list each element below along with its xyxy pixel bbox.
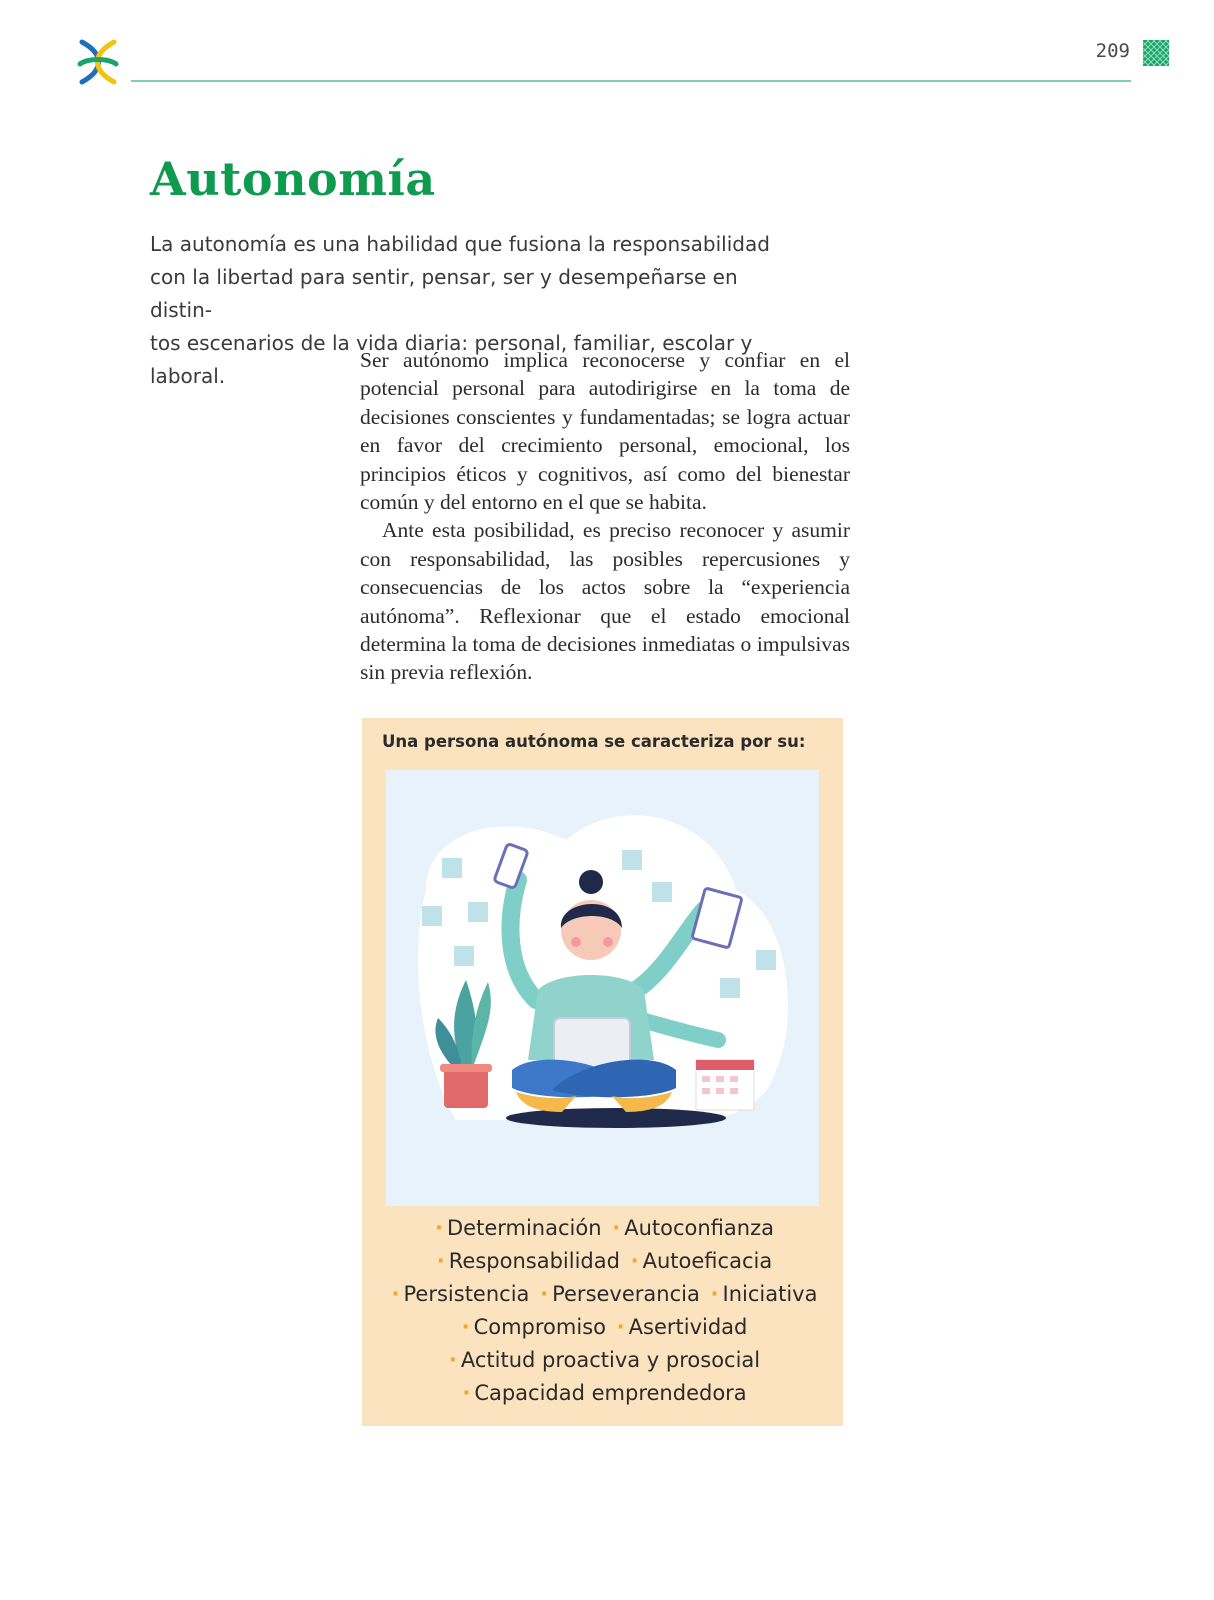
traits-box <box>362 718 843 1426</box>
bullet: · <box>612 1216 621 1240</box>
trait-item: Asertividad <box>628 1315 748 1339</box>
trait-line <box>362 1311 843 1344</box>
bullet: · <box>710 1282 719 1306</box>
trait-item: Responsabilidad <box>448 1249 620 1273</box>
trait-line <box>362 1344 843 1377</box>
trait-item: Autoconfianza <box>624 1216 774 1240</box>
trait-item: Perseverancia <box>552 1282 700 1306</box>
trait-item: Capacidad emprendedora <box>474 1381 747 1405</box>
bullet: · <box>630 1249 639 1273</box>
trait-line <box>362 1245 843 1278</box>
box-heading: Una persona autónoma se caracteriza por su: <box>382 732 806 751</box>
trait-line <box>362 1377 843 1410</box>
bullet: · <box>540 1282 549 1306</box>
header-rule <box>131 80 1131 82</box>
trait-item: Persistencia <box>403 1282 530 1306</box>
bullet: · <box>616 1315 625 1339</box>
trait-item: Compromiso <box>473 1315 606 1339</box>
trait-line <box>362 1212 843 1245</box>
intro-line: con la libertad para sentir, pensar, ser y desempeñarse en distin- <box>150 265 738 322</box>
bullet: · <box>436 1249 445 1273</box>
bullet: · <box>435 1216 443 1240</box>
trait-item: Determinación <box>447 1216 602 1240</box>
trait-line <box>362 1278 843 1311</box>
intro-line: tos escenarios de la vida diaria: personal, familiar, escolar y laboral. <box>150 331 753 388</box>
page-number: 209 <box>1095 40 1130 62</box>
page-title: Autonomía <box>150 152 436 206</box>
dna-helix-logo-icon <box>74 38 122 86</box>
bullet: · <box>448 1348 457 1372</box>
body-paragraph: Ante esta posibilidad, es preciso reconocer y asumir con responsabilidad, las posibles repercusiones y consecuencias de los actos sobre la “experiencia autónoma”. Reflexionar que el estado emocional determina la toma de decisiones inmediatas o impulsivas sin previa reflexión. <box>360 518 850 685</box>
trait-item: Actitud proactiva y prosocial <box>460 1348 761 1372</box>
intro-line: La autonomía es una habilidad que fusiona la responsabilidad <box>150 232 770 256</box>
body-paragraph: Ser autónomo implica reconocerse y confiar en el potencial personal para autodirigirse en la toma de decisiones conscientes y fundamentadas; se logra actuar en favor del crecimiento personal, emocional, los principios éticos y cognitivos, así como del bienestar común y del entorno en el que se habita. <box>360 348 850 515</box>
bullet: · <box>462 1381 471 1405</box>
trait-item: Autoeficacia <box>642 1249 773 1273</box>
bullet: · <box>461 1315 470 1339</box>
multitasking-woman-illustration <box>386 770 819 1206</box>
body-text <box>360 346 850 687</box>
trait-item: Iniciativa <box>722 1282 818 1306</box>
bullet: · <box>391 1282 400 1306</box>
traits-list <box>362 1212 843 1410</box>
green-pattern-square-icon <box>1143 40 1169 66</box>
